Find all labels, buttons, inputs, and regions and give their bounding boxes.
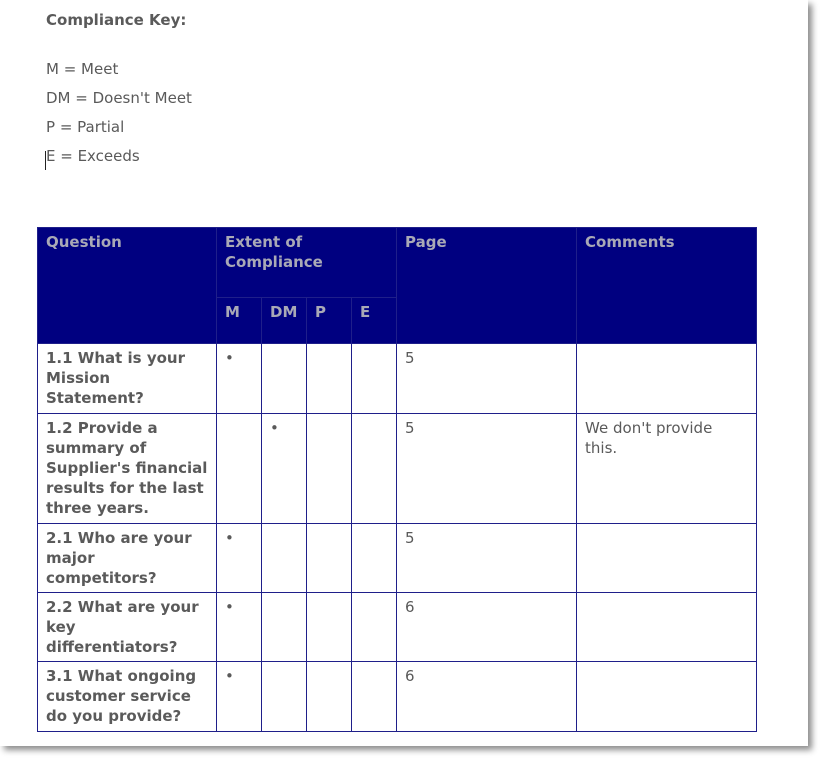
page-cell: 5 <box>397 414 577 524</box>
mark-dm-cell <box>262 593 307 662</box>
comment-cell <box>577 662 757 732</box>
compliance-table <box>37 227 757 732</box>
comment-cell <box>577 344 757 414</box>
header-e: E <box>352 298 397 344</box>
mark-p-cell <box>307 414 352 524</box>
mark-e-cell <box>352 344 397 414</box>
key-item-meet: M = Meet <box>46 60 119 78</box>
question-cell: 3.1 What ongoing customer service do you provide? <box>38 662 217 732</box>
table-row <box>38 524 757 593</box>
mark-e-cell <box>352 524 397 593</box>
comment-cell <box>577 593 757 662</box>
compliance-key <box>46 8 192 174</box>
mark-e-cell <box>352 414 397 524</box>
comment-cell <box>577 524 757 593</box>
page-cell: 6 <box>397 593 577 662</box>
mark-dm-cell <box>262 524 307 593</box>
mark-dm-cell: • <box>262 414 307 524</box>
header-page: Page <box>397 228 577 344</box>
page-cell: 6 <box>397 662 577 732</box>
mark-e-cell <box>352 593 397 662</box>
question-cell: 1.2 Provide a summary of Supplier's financial results for the last three years. <box>38 414 217 524</box>
table-header-row <box>38 228 757 298</box>
header-comments: Comments <box>577 228 757 344</box>
mark-m-cell: • <box>217 344 262 414</box>
mark-m-cell: • <box>217 593 262 662</box>
mark-p-cell <box>307 344 352 414</box>
page-cell: 5 <box>397 524 577 593</box>
mark-dm-cell <box>262 662 307 732</box>
page-cell: 5 <box>397 344 577 414</box>
text-cursor <box>45 151 46 170</box>
mark-m-cell: • <box>217 662 262 732</box>
mark-p-cell <box>307 524 352 593</box>
comment-cell: We don't provide this. <box>577 414 757 524</box>
header-dm: DM <box>262 298 307 344</box>
mark-p-cell <box>307 662 352 732</box>
mark-e-cell <box>352 662 397 732</box>
header-question: Question <box>38 228 217 344</box>
key-item-doesnt-meet: DM = Doesn't Meet <box>46 89 192 107</box>
question-cell: 2.1 Who are your major competitors? <box>38 524 217 593</box>
mark-m-cell <box>217 414 262 524</box>
compliance-key-title: Compliance Key: <box>46 11 187 29</box>
question-cell: 1.1 What is your Mission Statement? <box>38 344 217 414</box>
header-m: M <box>217 298 262 344</box>
table-row <box>38 593 757 662</box>
question-cell: 2.2 What are your key differentiators? <box>38 593 217 662</box>
table-row <box>38 414 757 524</box>
table-row <box>38 662 757 732</box>
header-p: P <box>307 298 352 344</box>
mark-p-cell <box>307 593 352 662</box>
key-item-exceeds: E = Exceeds <box>46 147 140 165</box>
mark-m-cell: • <box>217 524 262 593</box>
key-item-partial: P = Partial <box>46 118 125 136</box>
header-extent: Extent of Compliance <box>217 228 397 298</box>
mark-dm-cell <box>262 344 307 414</box>
table-row <box>38 344 757 414</box>
